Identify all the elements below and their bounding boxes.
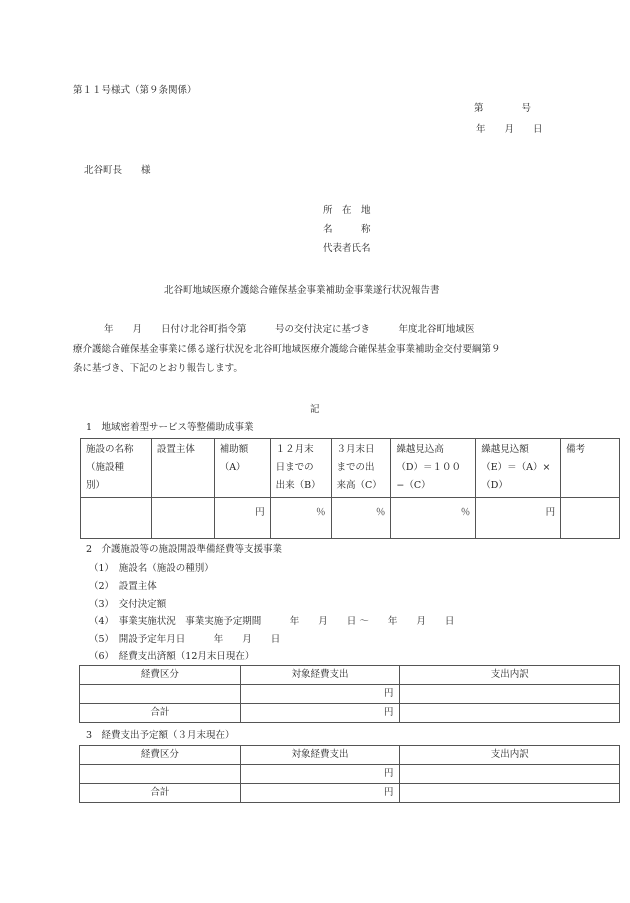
cell-total-breakdown[interactable] <box>400 704 620 723</box>
body-line-1: 年 月 日付け北谷町指令第 号の交付決定に基づき 年度北谷町地域医 <box>85 324 475 335</box>
applicant-address-label: 所 在 地 <box>323 205 371 216</box>
addressee: 北谷町長 様 <box>84 165 151 176</box>
applicant-name-label: 名 称 <box>323 224 371 235</box>
section2-item-3: （3） 交付決定額 <box>89 599 167 610</box>
section2-item-6: （6） 経費支出済額（12月末日現在） <box>89 651 255 662</box>
table-row <box>80 685 620 704</box>
form-number: 第１１号様式（第９条関係） <box>73 85 197 96</box>
section2-title: 2 介護施設等の施設開設準備経費等支援事業 <box>86 544 283 555</box>
applicant-rep-label: 代表者氏名 <box>323 243 371 254</box>
header-expense-category: 経費区分 <box>80 746 241 765</box>
header-eligible-expense: 対象経費支出 <box>240 746 400 765</box>
cell-operator[interactable] <box>151 498 214 539</box>
cell-total-breakdown[interactable] <box>400 784 620 803</box>
cell-total-amount[interactable]: 円 <box>240 784 400 803</box>
table-total-row <box>80 784 620 803</box>
document-date: 年 月 日 <box>476 124 543 135</box>
cell-total-label: 合計 <box>80 784 241 803</box>
header-facility-name: 施設の名称 （施設種 別） <box>81 439 152 498</box>
header-carryover-amount: 繰越見込額 （E）＝（A）× （D） <box>476 439 561 498</box>
facility-grant-table <box>80 438 620 539</box>
cell-facility-name[interactable] <box>81 498 152 539</box>
cell-expense-breakdown[interactable] <box>400 685 620 704</box>
cell-progress-mar[interactable]: ％ <box>331 498 391 539</box>
cell-progress-dec[interactable]: ％ <box>270 498 331 539</box>
table-total-row <box>80 704 620 723</box>
section3-title: 3 経費支出予定額（３月末現在） <box>86 730 235 741</box>
header-expense-category: 経費区分 <box>80 666 241 685</box>
cell-eligible-expense[interactable]: 円 <box>240 765 400 784</box>
cell-total-label: 合計 <box>80 704 241 723</box>
table-header-row <box>80 746 620 765</box>
cell-subsidy-amount[interactable]: 円 <box>214 498 270 539</box>
table-header-row <box>81 439 620 498</box>
section2-item-4: （4） 事業実施状況 事業実施予定期間 年 月 日 〜 年 月 日 <box>89 616 455 627</box>
header-remarks: 備考 <box>561 439 620 498</box>
cell-carryover-amount[interactable]: 円 <box>476 498 561 539</box>
body-line-3: 条に基づき、下記のとおり報告します。 <box>73 363 243 374</box>
cell-eligible-expense[interactable]: 円 <box>240 685 400 704</box>
expense-planned-table <box>79 745 620 803</box>
header-progress-mar: ３月末日 までの出 来高（C） <box>331 439 391 498</box>
ki-heading: 記 <box>310 404 320 415</box>
table-header-row <box>80 666 620 685</box>
section1-title: 1 地域密着型サービス等整備助成事業 <box>86 422 254 433</box>
section2-item-2: （2） 設置主体 <box>89 581 157 592</box>
header-eligible-expense: 対象経費支出 <box>240 666 400 685</box>
section2-item-1: （1） 施設名（施設の種別） <box>89 563 214 574</box>
header-progress-dec: １２月末 日までの 出来（B） <box>270 439 331 498</box>
header-expense-breakdown: 支出内訳 <box>400 666 620 685</box>
cell-expense-category[interactable] <box>80 765 241 784</box>
header-expense-breakdown: 支出内訳 <box>400 746 620 765</box>
table-row <box>80 765 620 784</box>
section2-item-5: （5） 開設予定年月日 年 月 日 <box>89 634 281 645</box>
cell-carryover-rate[interactable]: ％ <box>391 498 476 539</box>
document-title: 北谷町地域医療介護総合確保基金事業補助金事業遂行状況報告書 <box>164 285 440 296</box>
table-row <box>81 498 620 539</box>
cell-total-amount[interactable]: 円 <box>240 704 400 723</box>
header-subsidy-amount: 補助額 （A） <box>214 439 270 498</box>
document-number: 第 号 <box>474 103 532 114</box>
body-line-2: 療介護総合確保基金事業に係る遂行状況を北谷町地域医療介護総合確保基金事業補助金交付要綱第９ <box>73 344 501 355</box>
expense-paid-table <box>79 665 620 723</box>
header-carryover-rate: 繰越見込高 （D）＝１００ −（C） <box>391 439 476 498</box>
header-operator: 設置主体 <box>151 439 214 498</box>
cell-expense-breakdown[interactable] <box>400 765 620 784</box>
cell-remarks[interactable] <box>561 498 620 539</box>
cell-expense-category[interactable] <box>80 685 241 704</box>
